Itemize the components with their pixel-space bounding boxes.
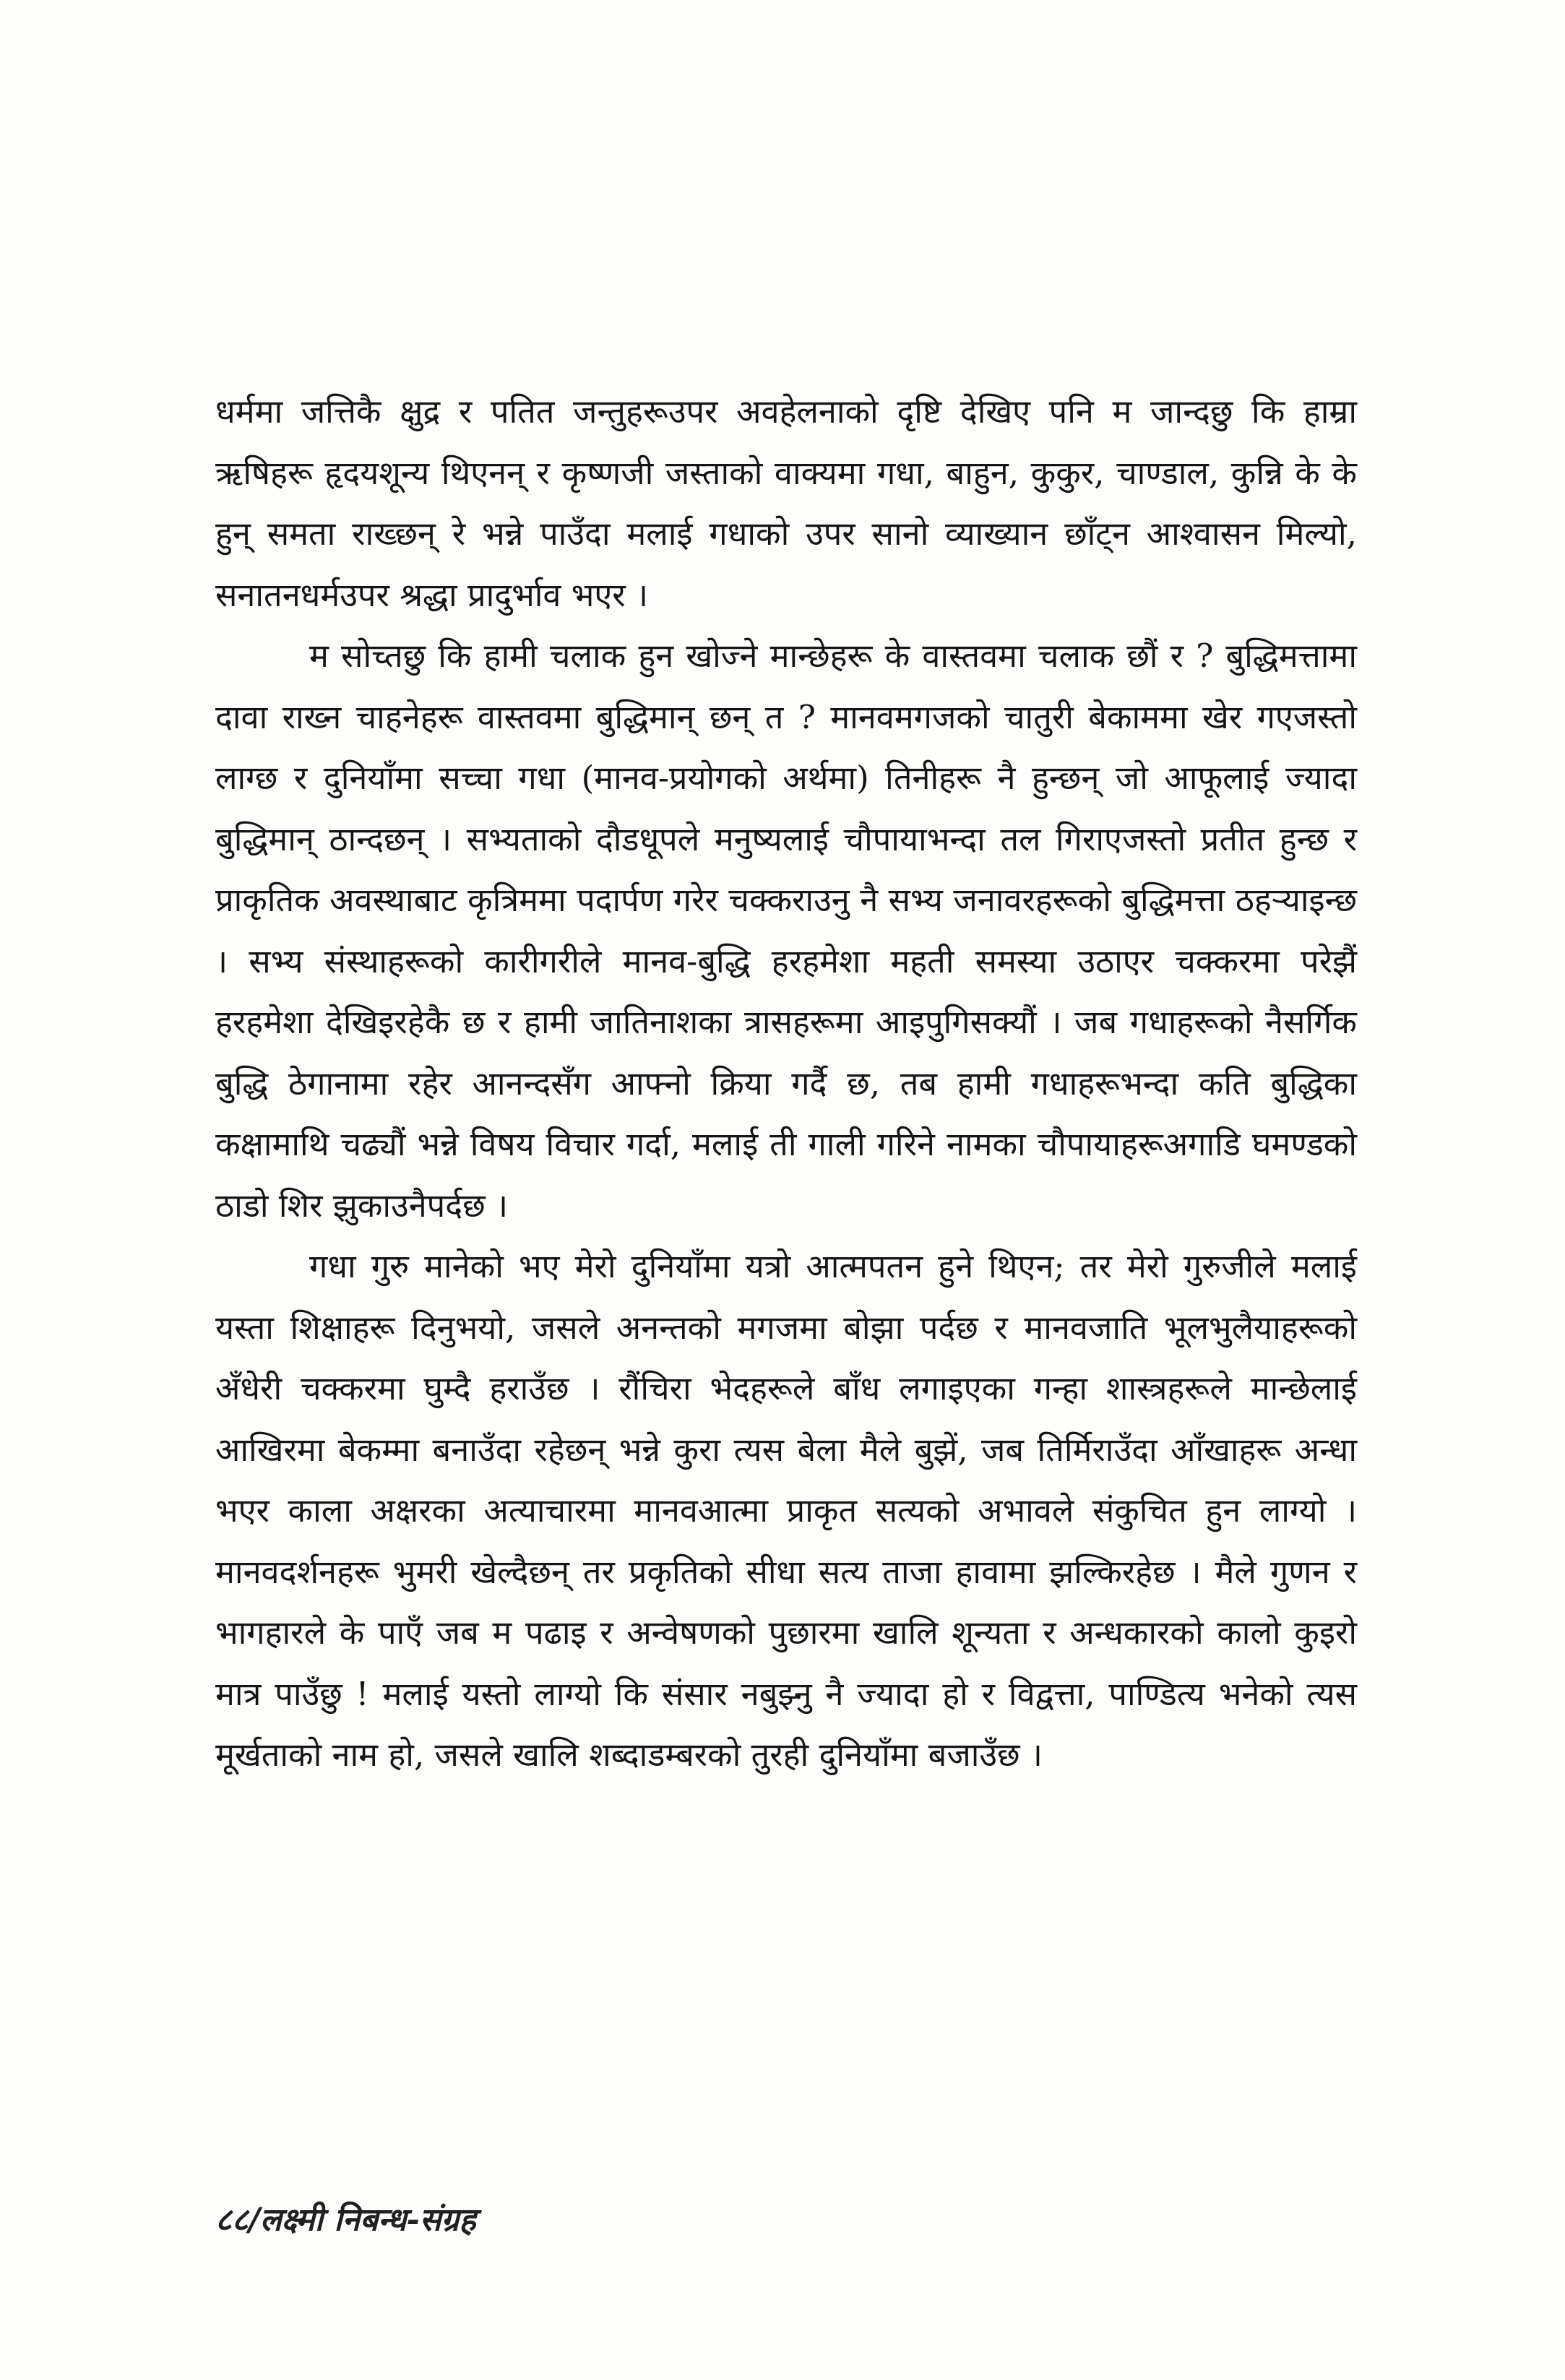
book-title: लक्ष्मी निबन्ध-संग्रह: [259, 2202, 476, 2238]
body-text: [215, 381, 1357, 1786]
paragraph-1: धर्ममा जत्तिकै क्षुद्र र पतित जन्तुहरूउपर अवहेलनाको दृष्टि देखिए पनि म जान्दछु कि हाम्रा ऋषिहरू हृदयशून्य थिएनन् र कृष्णजी जस्ताको वाक्यमा गधा, बाहुन, कुकुर, चाण्डाल, कुन्नि के के हुन् समता राख्छन् रे भन्ने पाउँदा मलाई गधाको उपर सानो व्याख्यान छाँट्न आश्वासन मिल्यो, सनातनधर्मउपर श्रद्धा प्रादुर्भाव भएर ।: [215, 392, 1357, 614]
page-footer: [215, 2196, 476, 2240]
page-number: ८८: [215, 2202, 249, 2238]
footer-separator: /: [248, 2202, 260, 2238]
paragraph-2: म सोच्तछु कि हामी चलाक हुन खोज्ने मान्छेहरू के वास्तवमा चलाक छौं र ? बुद्धिमत्तामा दावा राख्न चाहनेहरू वास्तवमा बुद्धिमान् छन् त ? मानवमगजको चातुरी बेकाममा खेर गएजस्तो लाग्छ र दुनियाँमा सच्चा गधा (मानव-प्रयोगको अर्थमा) तिनीहरू नै हुन्छन् जो आफूलाई ज्यादा बुद्धिमान् ठान्दछन् । सभ्यताको दौडधूपले मनुष्यलाई चौपायाभन्दा तल गिराएजस्तो प्रतीत हुन्छ र प्राकृतिक अवस्थाबाट कृत्रिममा पदार्पण गरेर चक्कराउनु नै सभ्य जनावरहरूको बुद्धिमत्ता ठहऱ्याइन्छ । सभ्य संस्थाहरूको कारीगरीले मानव-बुद्धि हरहमेशा महती समस्या उठाएर चक्करमा परेझैं हरहमेशा देखिइरहेकै छ र हामी जातिनाशका त्रासहरूमा आइपुगिसक्यौं । जब गधाहरूको नैसर्गिक बुद्धि ठेगानामा रहेर आनन्दसँग आफ्नो क्रिया गर्दै छ, तब हामी गधाहरूभन्दा कति बुद्धिका कक्षामाथि चढ्यौं भन्ने विषय विचार गर्दा, मलाई ती गाली गरिने नामका चौपायाहरूअगाडि घमण्डको ठाडो शिर झुकाउनैपर्दछ ।: [215, 637, 1357, 1225]
paragraph-3: गधा गुरु मानेको भए मेरो दुनियाँमा यत्रो आत्मपतन हुने थिएन; तर मेरो गुरुजीले मलाई यस्ता शिक्षाहरू दिनुभयो, जसले अनन्तको मगजमा बोझा पर्दछ र मानवजाति भूलभुलैयाहरूको अँधेरी चक्करमा घुम्दै हराउँछ । रौंचिरा भेदहरूले बाँध लगाइएका गन्हा शास्त्रहरूले मान्छेलाई आखिरमा बेकम्मा बनाउँदा रहेछन् भन्ने कुरा त्यस बेला मैले बुझें, जब तिर्मिराउँदा आँखाहरू अन्धा भएर काला अक्षरका अत्याचारमा मानवआत्मा प्राकृत सत्यको अभावले संकुचित हुन लाग्यो । मानवदर्शनहरू भुमरी खेल्दैछन् तर प्रकृतिको सीधा सत्य ताजा हावामा झल्किरहेछ । मैले गुणन र भागहारले के पाएँ जब म पढाइ र अन्वेषणको पुछारमा खालि शून्यता र अन्धकारको कालो कुइरो मात्र पाउँछु ! मलाई यस्तो लाग्यो कि संसार नबुझ्नु नै ज्यादा हो र विद्वत्ता, पाण्डित्य भनेको त्यस मूर्खताको नाम हो, जसले खालि शब्दाडम्बरको तुरही दुनियाँमा बजाउँछ ।: [215, 1247, 1357, 1774]
